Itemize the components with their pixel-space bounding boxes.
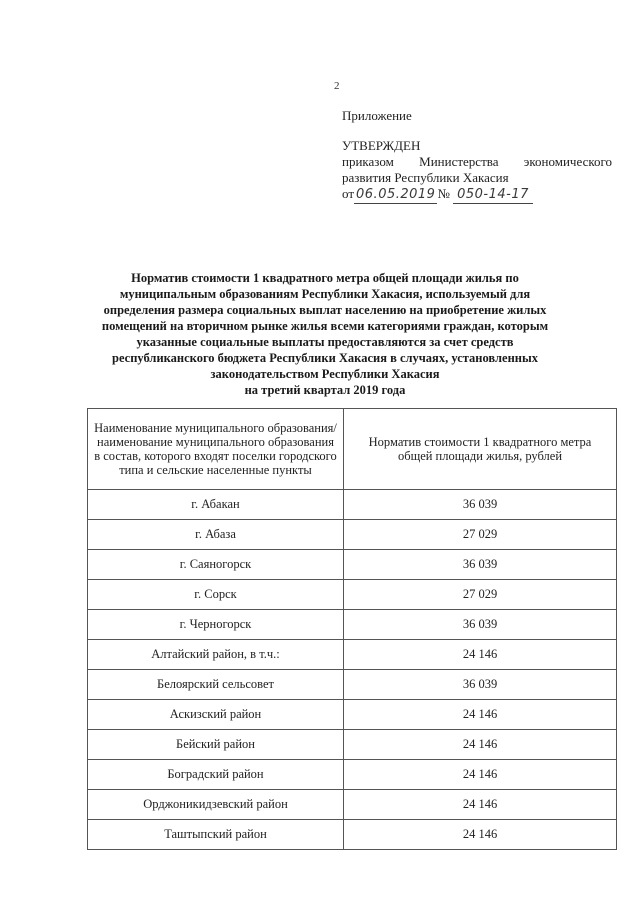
municipality-name: г. Абаза — [88, 520, 344, 550]
municipality-name: Белоярский сельсовет — [88, 670, 344, 700]
table-row — [88, 790, 617, 820]
norm-cost-value: 24 146 — [344, 730, 617, 760]
table-body — [88, 490, 617, 850]
title-line: указанные социальные выплаты предоставляются за счет средств — [136, 335, 514, 349]
table-row — [88, 490, 617, 520]
municipality-name: Боградский район — [88, 760, 344, 790]
table-row — [88, 700, 617, 730]
norm-cost-value: 36 039 — [344, 550, 617, 580]
order-text: приказом Министерства экономического развития Республики Хакасия — [342, 154, 612, 185]
norm-cost-value: 36 039 — [344, 610, 617, 640]
title-line: муниципальным образованиям Республики Хакасия, используемый для — [119, 287, 531, 301]
table-row — [88, 640, 617, 670]
municipality-name: Алтайский район, в т.ч.: — [88, 640, 344, 670]
table-row — [88, 820, 617, 850]
norm-cost-value: 24 146 — [344, 820, 617, 850]
page-number: 2 — [334, 80, 340, 92]
norm-cost-value: 24 146 — [344, 700, 617, 730]
approval-block — [342, 108, 612, 204]
municipality-name: Аскизский район — [88, 700, 344, 730]
title-line: законодательством Республики Хакасия — [210, 367, 440, 381]
title-line: определения размера социальных выплат населению на приобретение жилых — [103, 303, 547, 317]
table-row — [88, 730, 617, 760]
date-prefix: от — [342, 186, 355, 201]
number-prefix: № — [437, 186, 450, 201]
municipality-name: Таштыпский район — [88, 820, 344, 850]
header-norm-cost: Норматив стоимости 1 квадратного метра общей площади жилья, рублей — [344, 409, 617, 490]
date-number-line — [342, 186, 612, 204]
norm-cost-value: 36 039 — [344, 670, 617, 700]
title-line: республиканского бюджета Республики Хакасия в случаях, установленных — [112, 351, 538, 365]
municipality-name: г. Саяногорск — [88, 550, 344, 580]
table-header-row — [88, 409, 617, 490]
appendix-label: Приложение — [342, 108, 412, 123]
table-row — [88, 610, 617, 640]
document-title — [80, 270, 570, 398]
table-row — [88, 550, 617, 580]
norm-cost-value: 27 029 — [344, 520, 617, 550]
municipality-name: г. Черногорск — [88, 610, 344, 640]
header-municipality: Наименование муниципального образования/ наименование муниципального образования в состав, которого входят поселки городского типа и сельские населенные пункты — [88, 409, 344, 490]
norm-cost-value: 24 146 — [344, 790, 617, 820]
norm-cost-value: 24 146 — [344, 760, 617, 790]
table-row — [88, 520, 617, 550]
norms-table — [87, 408, 617, 850]
handwritten-date: 06.05.2019 — [356, 187, 436, 202]
title-line: на третий квартал 2019 года — [244, 383, 406, 397]
municipality-name: Орджоникидзевский район — [88, 790, 344, 820]
norm-cost-value: 27 029 — [344, 580, 617, 610]
handwritten-number: 050-14-17 — [453, 187, 533, 204]
table-row — [88, 580, 617, 610]
title-line: Норматив стоимости 1 квадратного метра общей площади жилья по — [131, 271, 519, 285]
municipality-name: г. Абакан — [88, 490, 344, 520]
norm-cost-value: 24 146 — [344, 640, 617, 670]
norm-cost-value: 36 039 — [344, 490, 617, 520]
table-row — [88, 760, 617, 790]
approved-label: УТВЕРЖДЕН — [342, 138, 421, 153]
municipality-name: г. Сорск — [88, 580, 344, 610]
title-line: помещений на вторичном рынке жилья всеми категориями граждан, которым — [101, 319, 549, 333]
municipality-name: Бейский район — [88, 730, 344, 760]
table-row — [88, 670, 617, 700]
